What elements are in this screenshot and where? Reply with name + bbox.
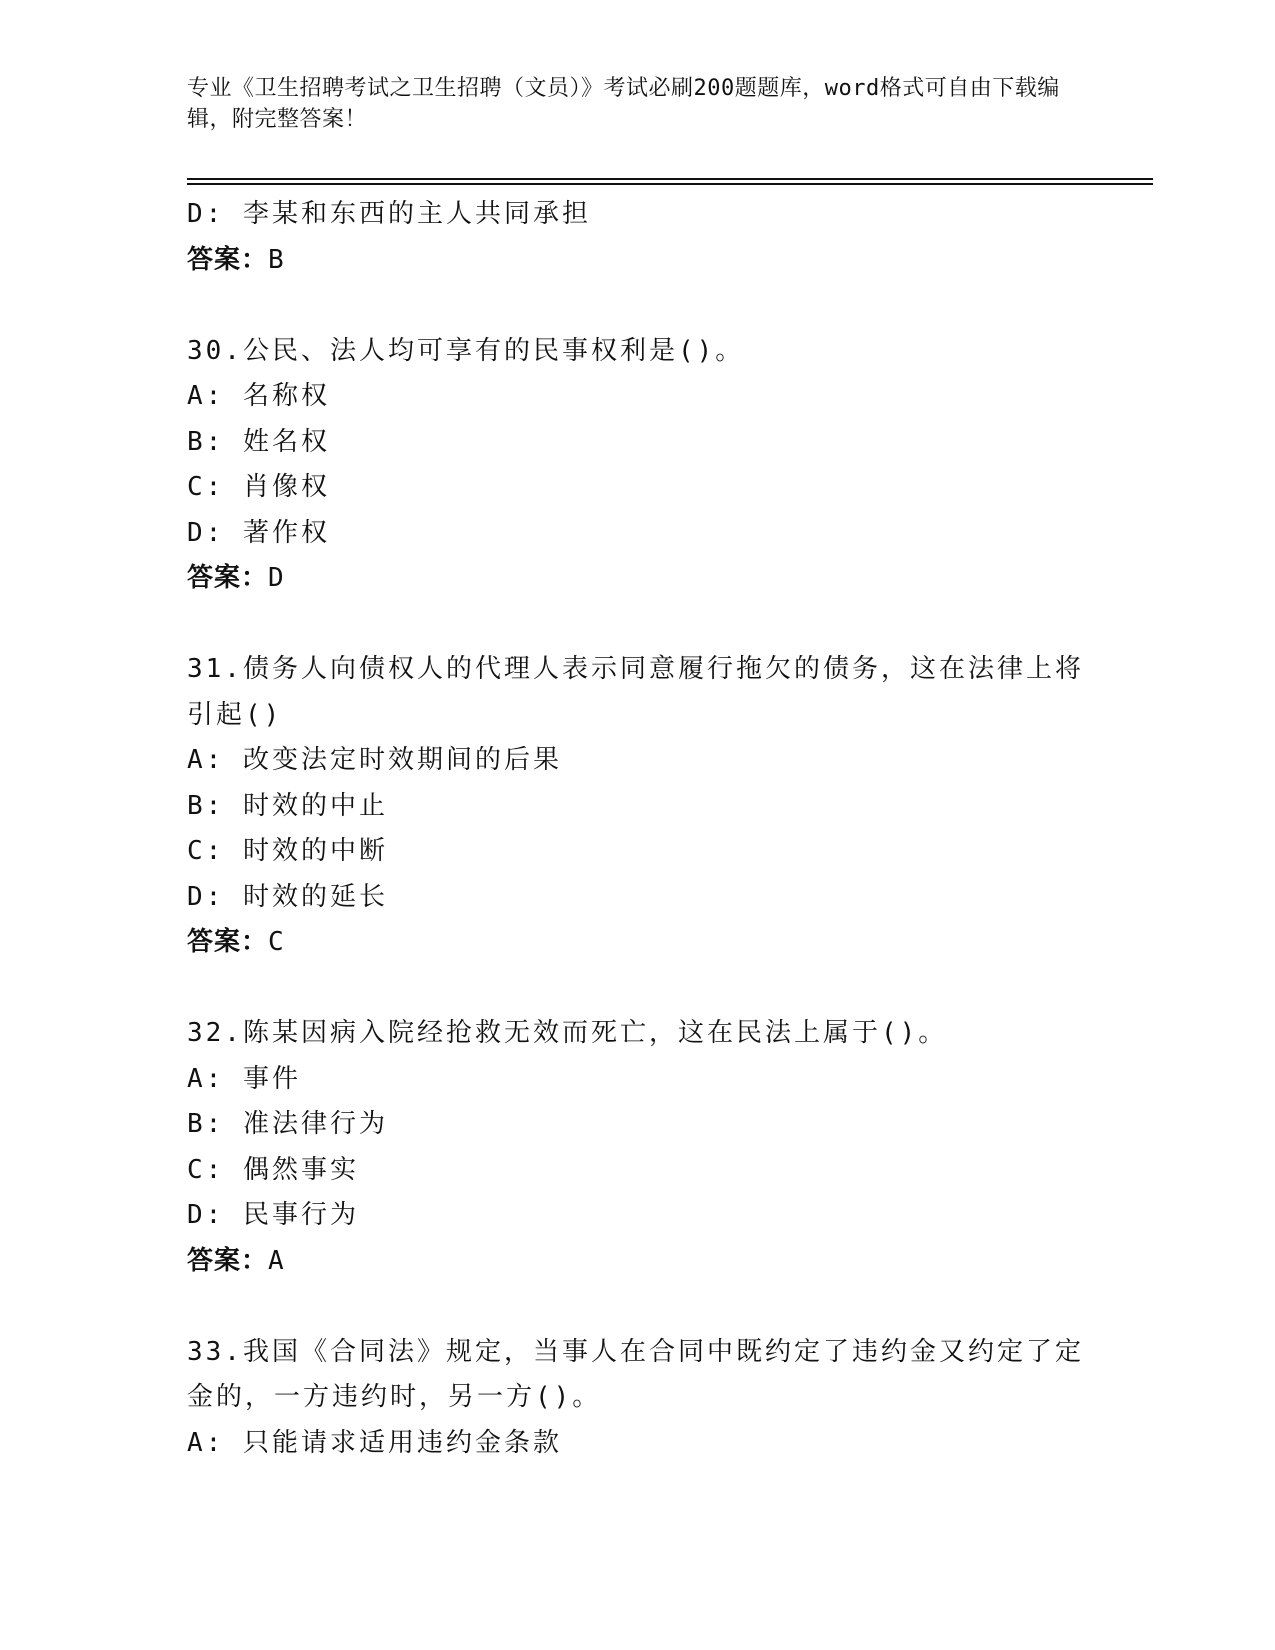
answer-label: 答案： (187, 1245, 269, 1276)
question-33 (187, 1330, 1087, 1467)
option-a: A: 改变法定时效期间的后果 (187, 745, 562, 775)
spacer (187, 602, 1087, 648)
answer-value: D (268, 563, 285, 593)
answer-line (187, 238, 1087, 284)
option-d: D: 时效的延长 (187, 881, 388, 912)
option-c: C: 时效的中断 (187, 836, 388, 866)
answer-label: 答案： (187, 244, 269, 275)
option-d: D: 民事行为 (187, 1200, 359, 1230)
answer-line (187, 556, 1087, 602)
answer-line (187, 920, 1087, 966)
question-stem: 30.公民、法人均可享有的民事权利是()。 (187, 335, 745, 366)
answer-value: A (268, 1245, 285, 1276)
spacer (187, 283, 1087, 329)
question-list (187, 192, 1087, 1466)
answer-value: B (268, 244, 285, 275)
question-stem: 33.我国《合同法》规定，当事人在合同中既约定了违约金又约定了定金的，一方违约时，另一方()。 (187, 1336, 1084, 1412)
question-31 (187, 647, 1087, 966)
question-32 (187, 1011, 1087, 1284)
option-a: A: 名称权 (187, 381, 330, 411)
header-divider-bottom (187, 183, 1153, 185)
option-a: A: 事件 (187, 1063, 301, 1094)
question-30 (187, 329, 1087, 602)
option-b: B: 准法律行为 (187, 1109, 388, 1139)
spacer (187, 966, 1087, 1012)
option-b: B: 姓名权 (187, 426, 330, 457)
option-a: A: 只能请求适用违约金条款 (187, 1427, 562, 1458)
answer-label: 答案： (187, 927, 269, 957)
spacer (187, 1284, 1087, 1330)
answer-label: 答案： (187, 563, 269, 593)
option-d: D: 李某和东西的主人共同承担 (187, 199, 591, 229)
header-divider-top (187, 178, 1153, 180)
header-text: 专业《卫生招聘考试之卫生招聘（文员）》考试必刷200题题库，word格式可自由下载编辑，附完整答案！ (187, 76, 1060, 132)
option-c: C: 肖像权 (187, 472, 330, 502)
answer-line (187, 1239, 1087, 1285)
option-d: D: 著作权 (187, 517, 330, 548)
answer-value: C (268, 927, 285, 957)
document-header (187, 73, 1067, 135)
option-b: B: 时效的中止 (187, 790, 388, 821)
question-stem: 32.陈某因病入院经抢救无效而死亡，这在民法上属于()。 (187, 1018, 948, 1048)
option-c: C: 偶然事实 (187, 1154, 359, 1185)
question-stem: 31.债务人向债权人的代理人表示同意履行拖欠的债务，这在法律上将引起() (187, 654, 1084, 730)
